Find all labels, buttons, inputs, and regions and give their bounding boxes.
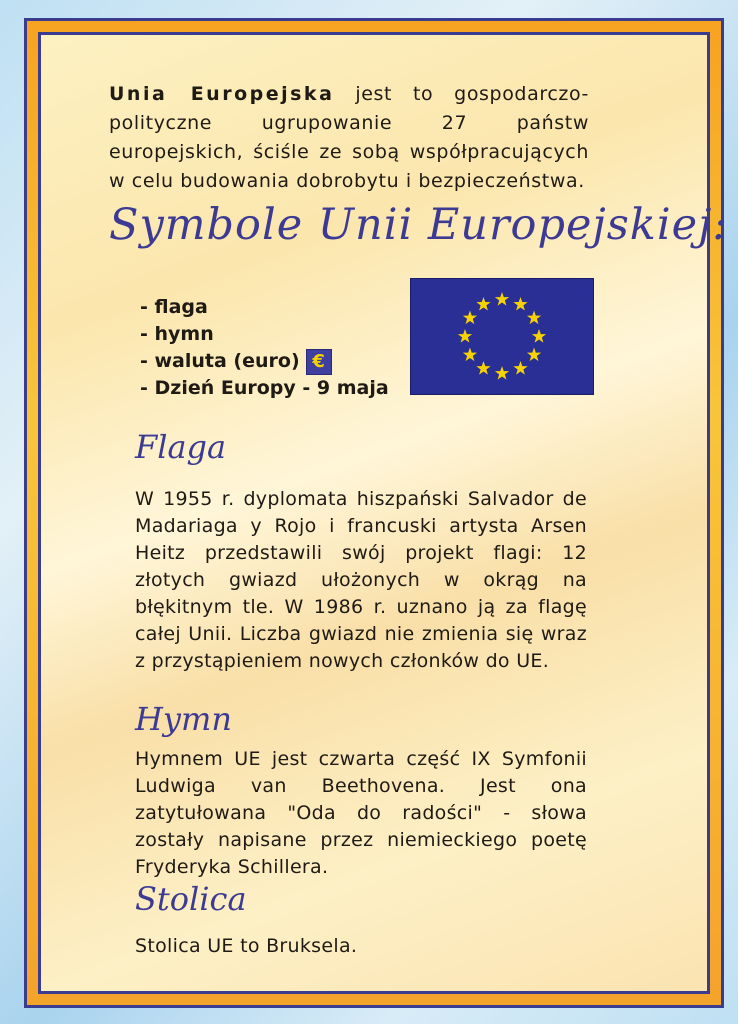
flag-star (463, 311, 477, 325)
symbol-item-anthem: - hymn (140, 323, 214, 345)
section-title-flag: Flaga (135, 428, 227, 466)
section-text-capital: Stolica UE to Bruksela. (135, 935, 358, 957)
section-text-anthem: Hymnem UE jest czwarta część IX Symfonii Ludwiga van Beethovena. Jest ona zatytułowana "Oda do radości" - słowa zostały napisane przez niemieckiego poetę Fryderyka Schillera. (135, 748, 587, 878)
section-title-capital: Stolica (135, 880, 247, 918)
intro-block (109, 58, 589, 196)
intro-paragraph (109, 80, 589, 196)
flag-star (532, 329, 546, 343)
intro-bold-term: Unia Europejska (109, 83, 335, 105)
page-title: Symbole Unii Europejskiej: (109, 200, 728, 250)
flag-star (458, 329, 472, 343)
intro-text: jest to gospodarczo-polityczne ugrupowanie 27 państw europejskich, ściśle ze sobą współpracujących w celu budowania dobrobytu i bezpieczeństwa. (109, 83, 589, 192)
euro-icon: € (306, 349, 332, 375)
symbol-item-currency-label: - waluta (euro) (140, 350, 300, 372)
flag-star (463, 348, 477, 362)
symbol-item-europe-day: - Dzień Europy - 9 maja (140, 377, 389, 399)
symbol-item-flag: - flaga (140, 296, 208, 318)
section-text-flag: W 1955 r. dyplomata hiszpański Salvador de Madariaga y Rojo i francuski artysta Arsen Heitz przedstawili swój projekt flagi: 12 złotych gwiazd ułożonych w okrąg na błękitnym tle. W 1986 r. uznano ją za flagę całej Unii. Liczba gwiazd nie zmienia się wraz z przystąpieniem nowych członków do UE. (135, 488, 587, 672)
flag-star (495, 366, 509, 380)
symbol-item-currency (140, 348, 389, 375)
flag-star (527, 348, 541, 362)
flag-star (476, 297, 490, 311)
flag-star (495, 292, 509, 306)
section-title-anthem: Hymn (135, 700, 232, 738)
flag-star (513, 361, 527, 375)
flag-star (476, 361, 490, 375)
flag-star (513, 297, 527, 311)
flag-star (527, 311, 541, 325)
eu-flag-image (410, 278, 594, 395)
eu-flag-icon (411, 279, 593, 394)
symbols-list (140, 294, 389, 402)
